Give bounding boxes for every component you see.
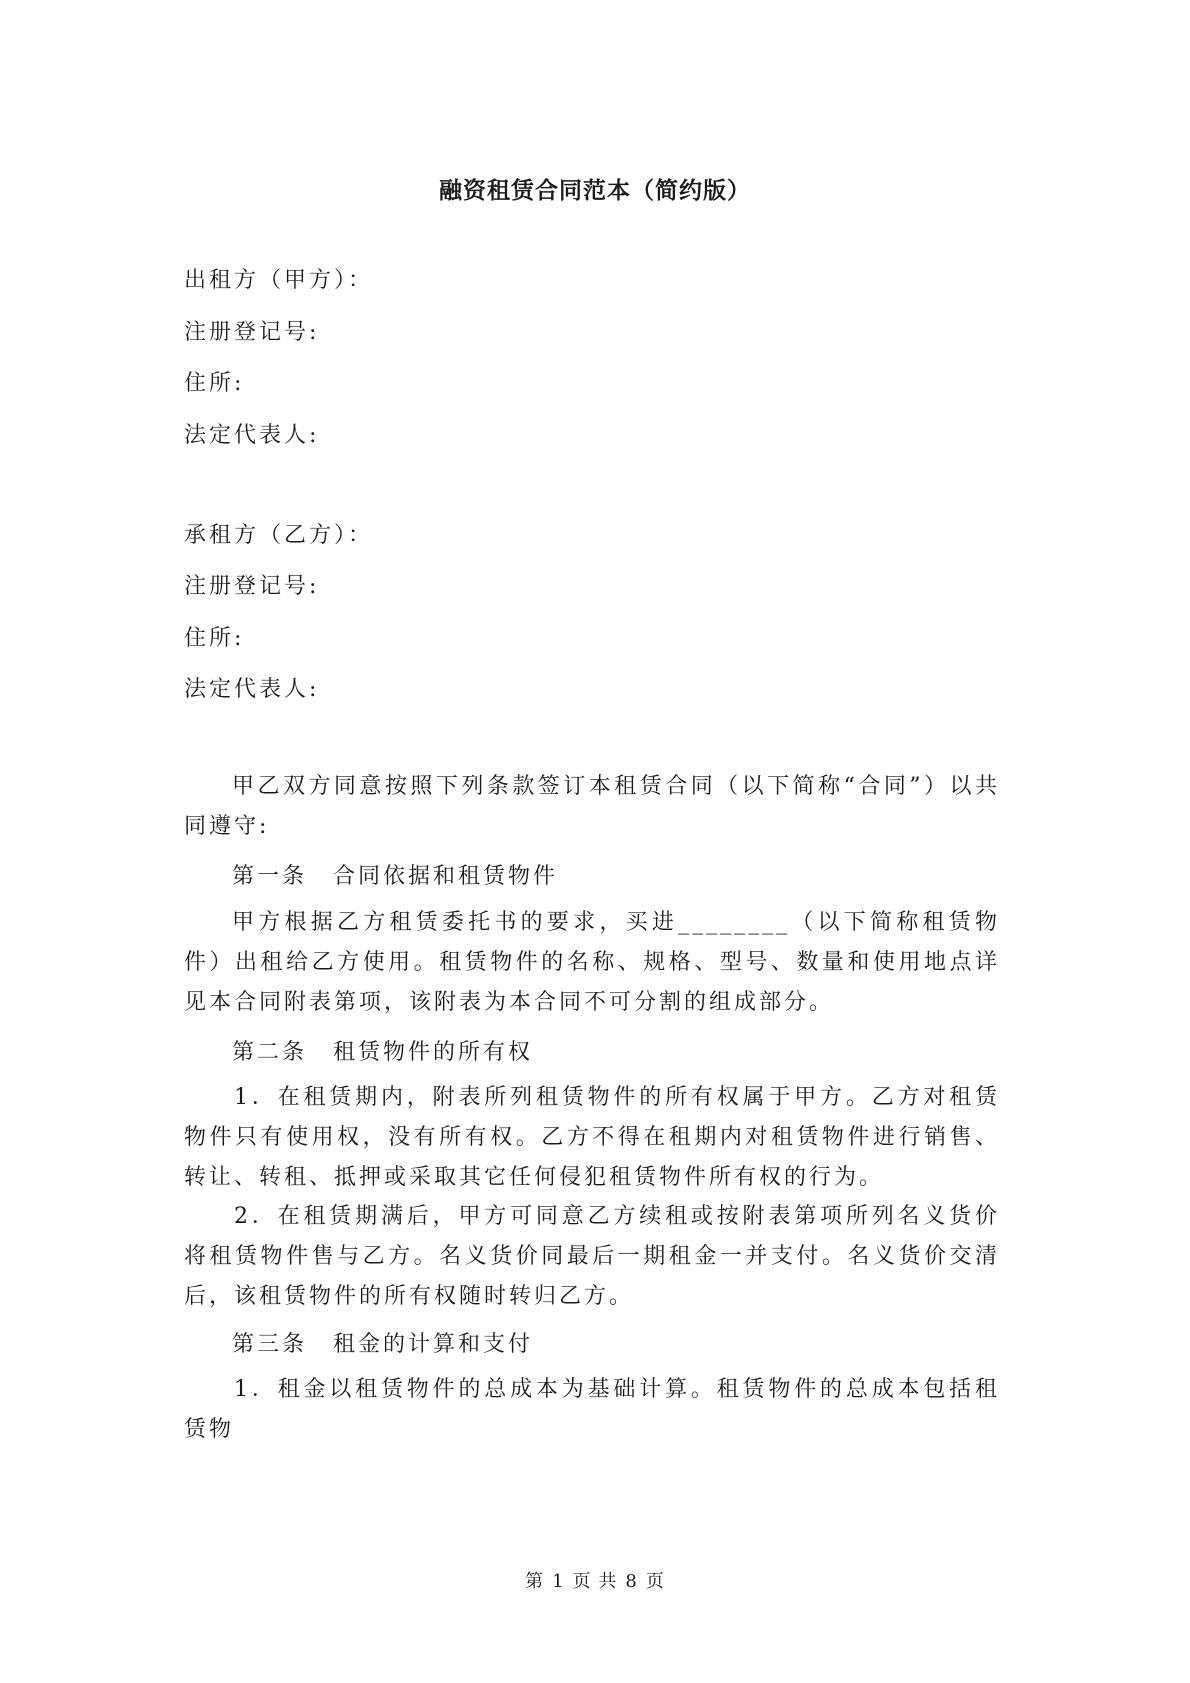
lessor-address: 住所: xyxy=(184,371,245,396)
lessee-legal-rep: 法定代表人: xyxy=(184,677,320,702)
article-1-title: 合同依据和租赁物件 xyxy=(333,864,559,889)
article-1-heading xyxy=(232,859,558,890)
lessor-legal-rep: 法定代表人: xyxy=(184,423,320,448)
article-3-heading xyxy=(232,1327,533,1358)
article-1-number: 第一条 xyxy=(232,864,308,889)
footer-page-total: 8 xyxy=(625,1571,638,1592)
lessee-heading: 承租方（乙方）： xyxy=(184,523,374,548)
article-3-paragraph-1: 1．租金以租赁物件的总成本为基础计算。租赁物件的总成本包括租赁物 xyxy=(184,1377,1000,1442)
article-2-paragraph-1: 1．在租赁期内，附表所列租赁物件的所有权属于甲方。乙方对租赁物件只有使用权，没有所有权。乙方不得在租期内对租赁物件进行销售、转让、转租、抵押或采取其它任何侵犯租赁物件所有权的行为。 xyxy=(184,1085,1000,1190)
footer-page-current: 1 xyxy=(552,1571,565,1592)
intro-paragraph: 甲乙双方同意按照下列条款签订本租赁合同（以下简称“合同”）以共同遵守: xyxy=(184,774,1000,839)
lessee-reg-no: 注册登记号: xyxy=(184,574,320,599)
article-3-title: 租金的计算和支付 xyxy=(333,1332,534,1357)
footer-suffix: 页 xyxy=(645,1571,665,1592)
article-2-number: 第二条 xyxy=(232,1040,308,1065)
document-title: 融资租赁合同范本（简约版） xyxy=(439,177,751,204)
article-2-paragraph-2: 2．在租赁期满后，甲方可同意乙方续租或按附表第项所列名义货价将租赁物件售与乙方。名义货价同最后一期租金一并支付。名义货价交清后，该租赁物件的所有权随时转归乙方。 xyxy=(184,1204,1000,1309)
footer-mid: 页 共 xyxy=(572,1571,618,1592)
footer-prefix: 第 xyxy=(525,1571,545,1592)
page-footer xyxy=(0,1567,1190,1593)
lessor-reg-no: 注册登记号: xyxy=(184,320,320,345)
article-1-paragraph-1: 甲方根据乙方租赁委托书的要求，买进________（以下简称租赁物件）出租给乙方使用。租赁物件的名称、规格、型号、数量和使用地点详见本合同附表第项，该附表为本合同不可分割的组成部分。 xyxy=(184,910,1000,1015)
lessor-heading: 出租方（甲方）： xyxy=(184,268,374,293)
article-2-heading xyxy=(232,1035,533,1066)
article-3-number: 第三条 xyxy=(232,1332,308,1357)
article-2-title: 租赁物件的所有权 xyxy=(333,1040,534,1065)
lessee-address: 住所: xyxy=(184,626,245,651)
